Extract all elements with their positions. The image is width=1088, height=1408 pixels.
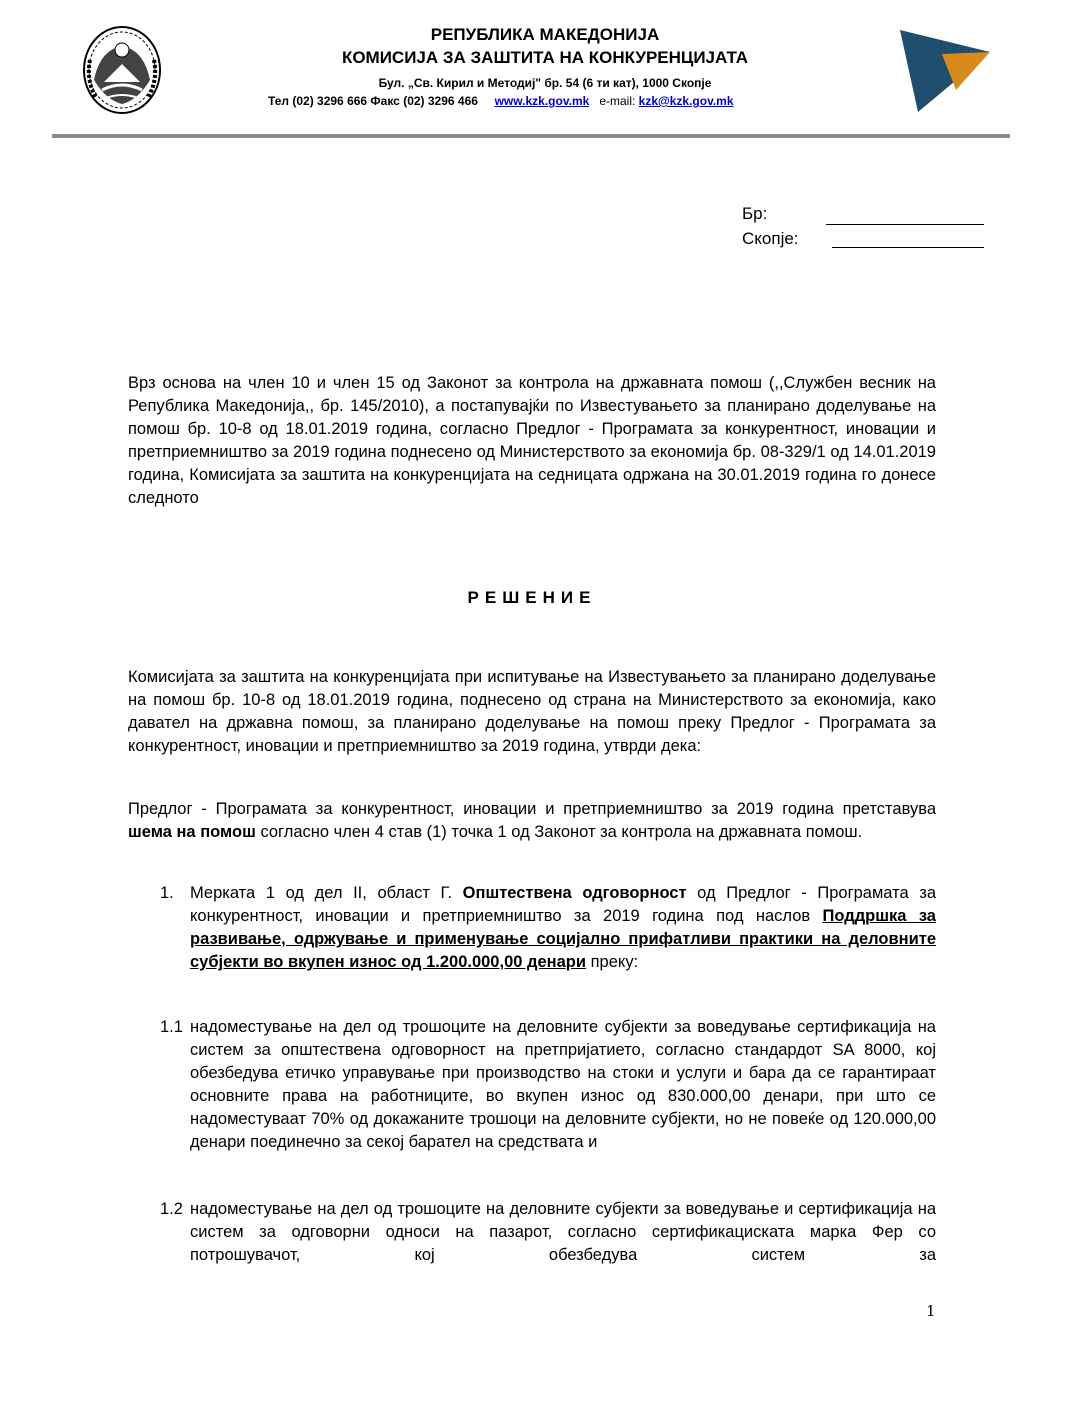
para2-text-before: Предлог - Програмата за конкурентност, иновации и претприемништво за 2019 година претставува bbox=[128, 800, 936, 818]
decision-paragraph-2 bbox=[128, 798, 936, 844]
reference-place-blank bbox=[832, 247, 984, 248]
item-1-title: Поддршка за развивање, одржување и применување социјално прифатливи практики на деловните субјекти во вкупен износ од 1.200.000,00 денари bbox=[190, 907, 936, 971]
item-1-1-number: 1.1 bbox=[160, 1018, 183, 1036]
decision-heading: РЕШЕНИЕ bbox=[467, 588, 597, 607]
email-label: e-mail: bbox=[599, 94, 636, 108]
header-country-title: РЕПУБЛИКА МАКЕДОНИЈА bbox=[430, 25, 660, 44]
reference-place-label: Скопје: bbox=[742, 229, 799, 248]
header-divider bbox=[52, 134, 1010, 138]
header-address: Бул. „Св. Кирил и Методиј" бр. 54 (6 ти кат), 1000 Скопје bbox=[378, 76, 712, 90]
commission-logo bbox=[896, 26, 996, 112]
header-commission-title: КОМИСИЈА ЗА ЗАШТИТА НА КОНКУРЕНЦИЈАТА bbox=[341, 48, 749, 67]
item-1-middle: од Предлог - Програмата за конкурентност, иновации и претприемништво за 2019 година под наслов bbox=[190, 884, 936, 925]
item-1-2-text: надоместување на дел од трошоците на деловните субјекти за воведување и сертификација на систем за одговорни односи на пазарот, согласно сертификациската марка Фер со потрошувачот, кој обезбедува систем за bbox=[190, 1200, 936, 1264]
header-contact-line bbox=[268, 94, 828, 108]
intro-paragraph: Врз основа на член 10 и член 15 од Законот за контрола на државната помош (,,Службен весник на Република Македонија,, бр. 145/2010), а постапувајќи по Известувањето за планирано доделување на помош бр. 10-8 од 18.01.2019 година, согласно Предлог - Програмата за конкурентност, иновации и претприемништво за 2019 година поднесено од Министерството за економија бр. 08-329/1 од 14.01.2019 година, Комисијата за заштита на конкуренцијата на седницата одржана на 30.01.2019 година го донесе следното bbox=[128, 374, 936, 507]
item-1-2-number: 1.2 bbox=[160, 1200, 183, 1218]
page-number: 1 bbox=[926, 1302, 936, 1320]
item-1-before: Мерката 1 од дел II, област Г. bbox=[190, 884, 453, 902]
email-link[interactable]: kzk@kzk.gov.mk bbox=[638, 94, 734, 108]
reference-number-label: Бр: bbox=[742, 204, 768, 223]
item-1-after: преку: bbox=[590, 953, 639, 971]
item-1-number: 1. bbox=[160, 884, 174, 902]
para2-text-after: согласно член 4 став (1) точка 1 од Законот за контрола на државната помош. bbox=[260, 823, 863, 841]
decision-paragraph-1: Комисијата за заштита на конкуренцијата при испитување на Известувањето за планирано доделување на помош бр. 10-8 од 18.01.2019 година, поднесено од страна на Министерството за економија, како давател на државна помош, за планирано доделување на помош преку Предлог - Програмата за конкурентност, иновации и претприемништво за 2019 година, утврди дека: bbox=[128, 668, 936, 755]
website-link[interactable]: www.kzk.gov.mk bbox=[494, 94, 590, 108]
item-1-1-text: надоместување на дел од трошоците на деловните субјекти за воведување сертификација на систем за општествена одговорност на претпријатието, согласно стандардот SA 8000, кој обезбедува етичко управување при производство на стоки и услуги и бара да се гарантираат основните права на работниците, во вкупен износ од 830.000,00 денари, при што се надоместуваат 70% од докажаните трошоци на деловните субјекти, но не повеќе од 120.000,00 денари поединечно за секој барател на средствата и bbox=[190, 1018, 936, 1151]
coat-of-arms-logo bbox=[80, 20, 164, 116]
item-1-text bbox=[190, 882, 936, 974]
item-1-bold: Општествена одговорност bbox=[462, 884, 687, 902]
para2-bold-term: шема на помош bbox=[128, 823, 256, 841]
reference-number-blank bbox=[826, 224, 984, 225]
header-phone-fax: Тел (02) 3296 666 Факс (02) 3296 466 bbox=[268, 94, 478, 108]
